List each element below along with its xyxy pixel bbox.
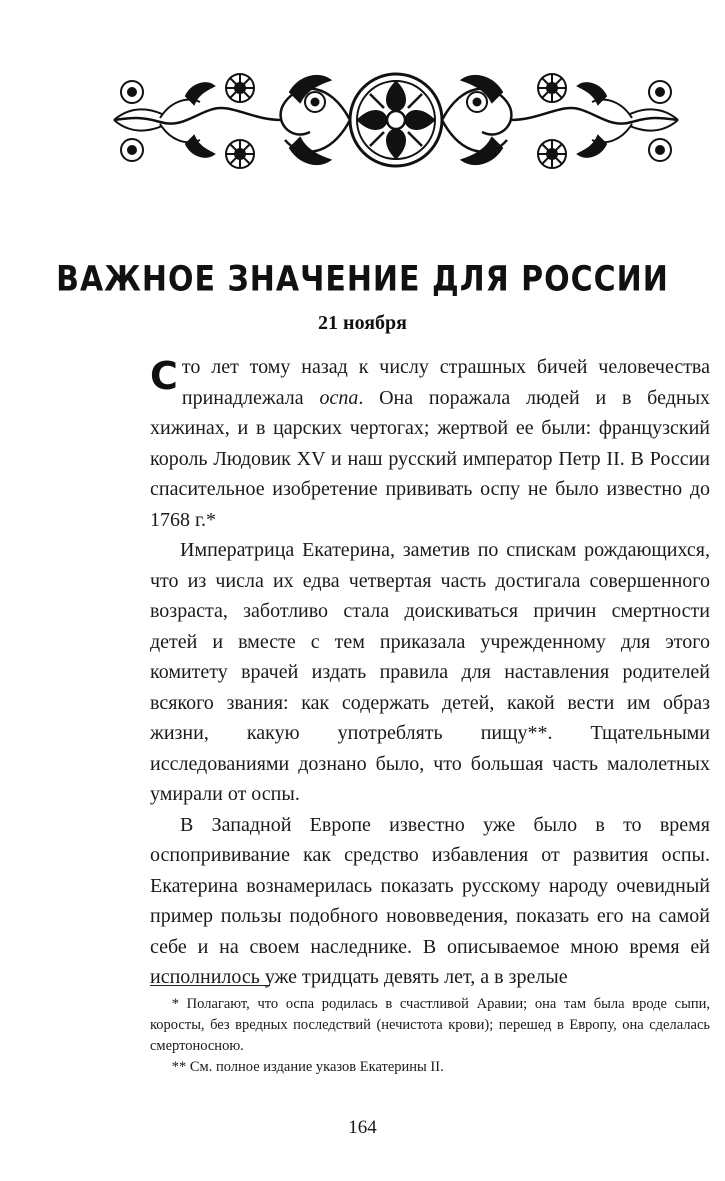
paragraph-1-part-b: . Она поражала людей и в бедных хижинах, и в царских чертогах; жертвой ее были: французский король Людовик XV и наш русский император Петр II. В России спасительное изобретение прививать оспу не было известно до 1768 г.* <box>150 386 711 531</box>
footnotes <box>150 994 710 1078</box>
paragraph-1-part-a: то лет тому назад к числу страшных бичей человечества принадлежала <box>181 356 710 409</box>
main-text <box>150 352 710 993</box>
footnote-separator <box>150 985 270 986</box>
chapter-date: 21 ноября <box>318 312 407 334</box>
paragraph-3: В Западной Европе известно уже было в то время оспопрививание как средство избавления от развития оспы. Екатерина вознамерилась показать русскому народу очевидный пример пользы подобного нововведения, показать его на самой себе и на своем наследнике. В описываемое мною время ей исполнилось уже тридцать девять лет, а в зрелые <box>150 813 710 988</box>
paragraph-2: Императрица Екатерина, заметив по спискам рождающихся, что из числа их едва четвертая часть достигала совершенного возраста, заботливо стала доискиваться причин смертности детей и вместе с тем приказала учрежденному для этого комитету врачей издать правила для наставления родителей всякого звания: как содержать детей, какой вести им образ жизни, какую употреблять пищу**. Тщательными исследованиями дознано было, что большая часть малолетных умирали от оспы. <box>150 539 710 805</box>
footnote-1: * Полагают, что оспа родилась в счастливой Аравии; она там была вроде сыпи, коросты, без вредных последствий (нечистота крови); перешед в Европу, она сделалась смертоносною. <box>150 996 710 1054</box>
footnote-2: ** См. полное издание указов Екатерины II. <box>171 1059 444 1075</box>
page-number: 164 <box>348 1117 377 1138</box>
emphasis-ospa: оспа <box>319 386 359 409</box>
paragraph-1 <box>150 352 710 535</box>
drop-cap: С <box>150 354 178 398</box>
chapter-title: ВАЖНОЕ ЗНАЧЕНИЕ ДЛЯ РОССИИ <box>56 259 669 300</box>
floral-ornament-icon <box>100 62 692 182</box>
